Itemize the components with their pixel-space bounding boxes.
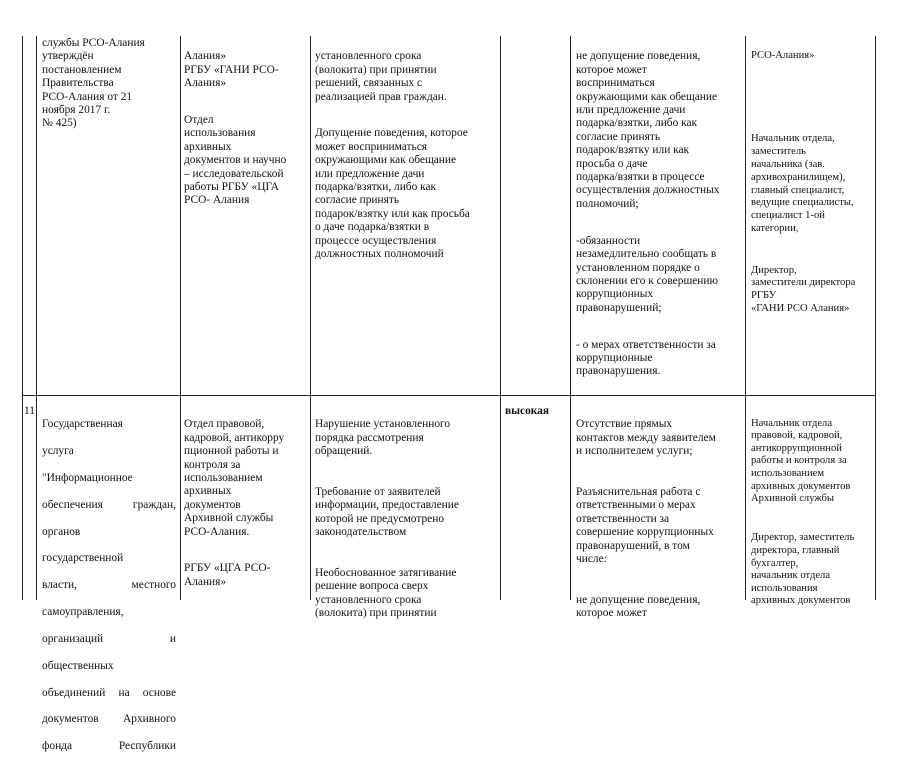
row-1-position-3: Директор, заместители директора РГБУ «ГАНИ РСО Алания» xyxy=(751,264,856,314)
row-11-position-1: Начальник отдела правовой, кадровой, антикоррупционной работы и контроля за использованием архивных документов Архивной службы xyxy=(751,417,851,505)
row-divider xyxy=(22,395,875,396)
row-11-measures xyxy=(576,405,744,634)
row-11-measure-3: не допущение поведения, которое может xyxy=(576,593,701,620)
service-line: самоуправления, xyxy=(42,606,124,619)
service-line: общественных xyxy=(42,659,114,672)
row-11-risk-1: Нарушение установленного порядка рассмотрения обращений. xyxy=(315,418,451,458)
row-1-positions xyxy=(751,37,873,329)
row-11-department xyxy=(184,405,308,603)
row-11-position-2: Директор, заместитель директора, главный бухгалтер, начальник отдела использования архивных документов xyxy=(751,532,855,607)
row-1-risks xyxy=(315,37,498,275)
row-11-risk-2: Требование от заявителей информации, предоставление которой не предусмотрено законодательством xyxy=(315,486,459,539)
row-1-measures xyxy=(576,37,744,392)
service-line: Государственная xyxy=(42,418,123,431)
row-11-measure-1: Отсутствие прямых контактов между заявителем и исполнителем услуги; xyxy=(576,418,716,458)
row-1-measure-3: - о мерах ответственности за коррупционные правонарушения. xyxy=(576,338,716,378)
table-border-right xyxy=(875,36,876,600)
row-1-position-1: РСО-Алания» xyxy=(751,49,815,61)
row-1-department-part-1: Алания» РГБУ «ГАНИ РСО- Алания» xyxy=(184,50,279,90)
row-11-number: 11 xyxy=(24,405,35,417)
column-divider-risks xyxy=(500,36,501,600)
row-1-risk-2: Допущение поведения, которое может восприниматься окружающими как обещание или предложение дачи подарка/взятки, либо как согласие принять подарок/взятку или как просьба о даче подарка/взятки в процессе осуществления должностных полномочий xyxy=(315,127,470,261)
service-line: "Информационное xyxy=(42,472,133,485)
service-line: органов xyxy=(42,525,81,538)
row-11-risk-level: высокая xyxy=(505,405,550,417)
row-1-measure-1: не допущение поведения, которое может восприниматься окружающими как обещание или предложение дачи подарка/взятки, либо как согласие принять подарок/взятку или как просьба о даче подарка/взятки в процессе осуществления должностных полномочий; xyxy=(576,50,720,210)
row-11-positions xyxy=(751,405,873,621)
service-line: власти, местного xyxy=(42,579,176,592)
row-11-department-part-2: РГБУ «ЦГА РСО- Алания» xyxy=(184,562,271,588)
row-1-department xyxy=(184,37,308,221)
row-11-risks xyxy=(315,405,498,634)
column-divider-department xyxy=(310,36,311,600)
service-line: фонда Республики xyxy=(42,740,176,753)
table-border-left xyxy=(22,36,23,600)
column-divider-level xyxy=(570,36,571,600)
column-divider-service xyxy=(180,36,181,600)
service-line: государственной xyxy=(42,552,124,565)
service-line: обеспечения граждан, xyxy=(42,498,176,511)
row-1-risk-1: установленного срока (волокита) при принятии решений, связанных с реализацией прав граждан. xyxy=(315,50,447,103)
row-1-measure-2: -обязанности незамедлительно сообщать в установленном порядке о склонении его к совершению коррупционных правонарушений; xyxy=(576,234,718,314)
row-1-department-part-2: Отдел использования архивных документов и научно – исследовательской работы РГБУ «ЦГА РСО- Алания xyxy=(184,114,287,207)
row-11-risk-3: Необоснованное затягивание решение вопроса сверх установленного срока (волокита) при принятии xyxy=(315,567,457,620)
service-line: организаций и xyxy=(42,632,176,645)
service-line: документов Архивного xyxy=(42,713,176,726)
service-line: объединений на основе xyxy=(42,686,176,699)
row-1-service: службы РСО-Алания утверждён постановлением Правительства РСО-Алания от 21 ноября 2017 г. № 425) xyxy=(42,37,145,130)
row-11-service xyxy=(42,405,176,767)
column-divider-measures xyxy=(745,36,746,600)
column-divider-num xyxy=(36,36,37,600)
service-line: услуга xyxy=(42,445,74,458)
row-11-department-part-1: Отдел правовой, кадровой, антикорру пционной работы и контроля за использованием архивных документов Архивной службы РСО-Алания. xyxy=(184,418,285,538)
row-1-position-2: Начальник отдела, заместитель начальника (зав. архивохранилищем), главный специалист, ведущие специалисты, специалист 1-ой категории, xyxy=(751,133,854,234)
row-11-measure-2: Разъяснительная работа с ответственными о мерах ответственности за совершение коррупционных правонарушений, в том числе: xyxy=(576,486,714,566)
